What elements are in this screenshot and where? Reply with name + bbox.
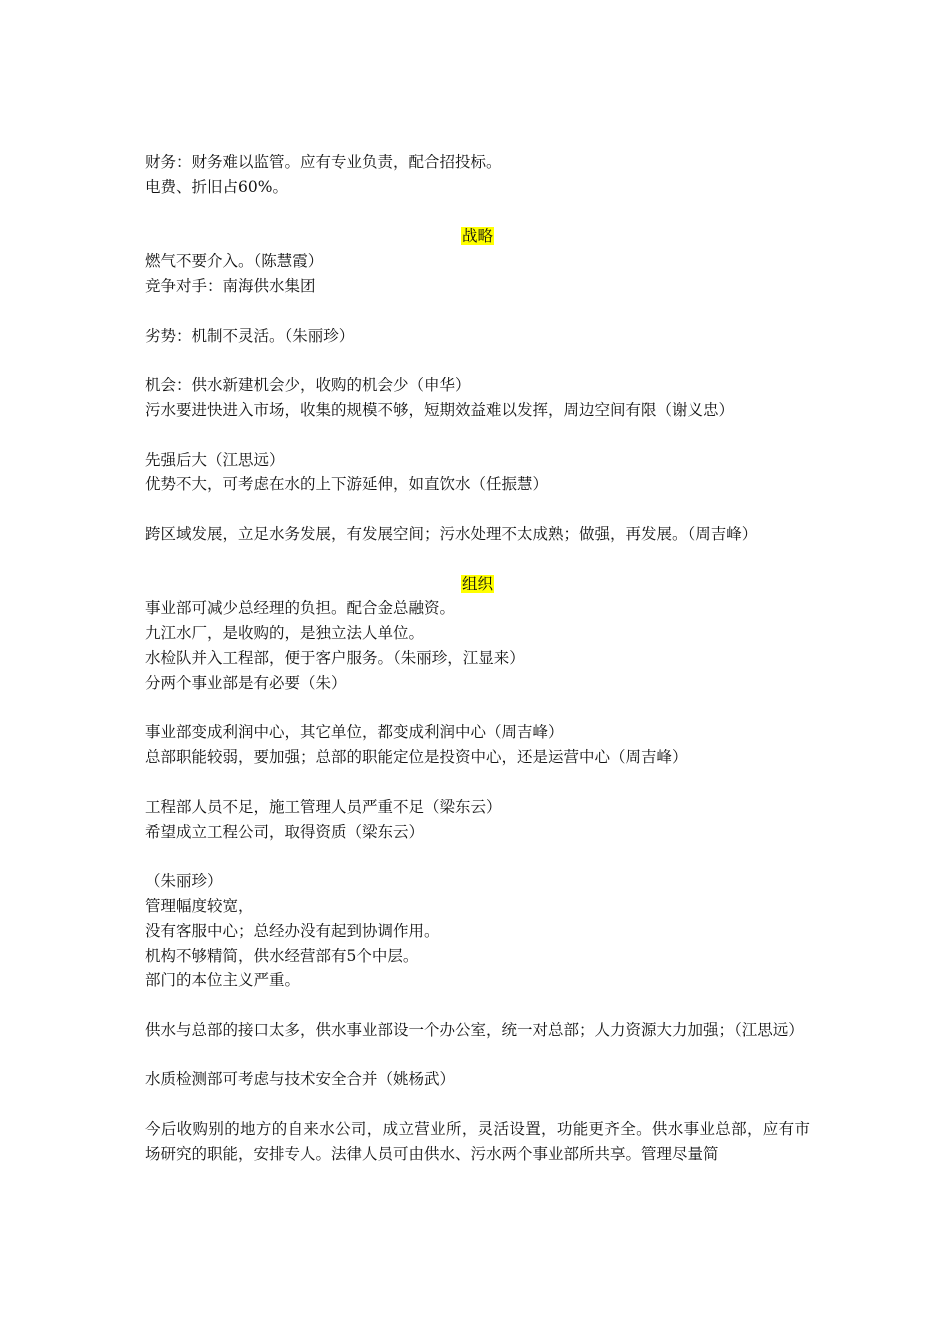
spacer bbox=[145, 423, 810, 448]
spacer bbox=[145, 200, 810, 225]
strategy-line: 劣势：机制不灵活。（朱丽珍） bbox=[145, 326, 355, 345]
spacer bbox=[145, 844, 810, 869]
spacer bbox=[145, 299, 810, 324]
spacer bbox=[145, 547, 810, 572]
organization-line: 水质检测部可考虑与技术安全合并（姚杨武） bbox=[145, 1070, 456, 1089]
organization-line: 总部职能较弱，要加强；总部的职能定位是投资中心，还是运营中心（周吉峰） bbox=[145, 748, 688, 767]
organization-line: 没有客服中心；总经办没有起到协调作用。 bbox=[145, 921, 440, 940]
organization-line: 九江水厂，是收购的，是独立法人单位。 bbox=[145, 624, 425, 643]
organization-line: 事业部变成利润中心，其它单位，都变成利润中心（周吉峰） bbox=[145, 723, 564, 742]
spacer bbox=[145, 993, 810, 1018]
spacer bbox=[145, 497, 810, 522]
organization-line: 部门的本位主义严重。 bbox=[145, 971, 301, 990]
strategy-line: 燃气不要介入。（陈慧霞） bbox=[145, 252, 324, 271]
strategy-line: 竞争对手：南海供水集团 bbox=[145, 276, 316, 295]
strategy-line: 污水要进快进入市场，收集的规模不够，短期效益难以发挥，周边空间有限（谢义忠） bbox=[145, 400, 735, 419]
spacer bbox=[145, 348, 810, 373]
strategy-heading bbox=[145, 224, 810, 249]
strategy-paragraph: 跨区域发展，立足水务发展，有发展空间；污水处理不太成熟；做强，再发展。（周吉峰） bbox=[145, 524, 758, 543]
organization-line: 分两个事业部是有必要（朱） bbox=[145, 673, 347, 692]
organization-paragraph: 供水与总部的接口太多，供水事业部设一个办公室，统一对总部；人力资源大力加强；（江思远） bbox=[145, 1020, 804, 1039]
organization-line: 工程部人员不足，施工管理人员严重不足（梁东云） bbox=[145, 797, 502, 816]
organization-paragraph: 今后收购别的地方的自来水公司，成立营业所，灵活设置，功能更齐全。供水事业总部，应有市场研究的职能，安排专人。法律人员可由供水、污水两个事业部所共享。管理尽量简 bbox=[145, 1120, 810, 1163]
organization-line: 机构不够精简，供水经营部有5个中层。 bbox=[145, 946, 419, 965]
strategy-line: 机会：供水新建机会少，收购的机会少（申华） bbox=[145, 376, 471, 395]
spacer bbox=[145, 770, 810, 795]
organization-line: 事业部可减少总经理的负担。配合金总融资。 bbox=[145, 599, 456, 618]
organization-line: 水检队并入工程部，便于客户服务。（朱丽珍，江显来） bbox=[145, 648, 525, 667]
organization-line: （朱丽珍） bbox=[145, 872, 223, 891]
organization-heading-text: 组织 bbox=[461, 574, 493, 593]
organization-line: 希望成立工程公司，取得资质（梁东云） bbox=[145, 822, 425, 841]
organization-heading bbox=[145, 572, 810, 597]
strategy-heading-text: 战略 bbox=[461, 227, 493, 246]
strategy-line: 优势不大，可考虑在水的上下游延伸，如直饮水（任振慧） bbox=[145, 475, 549, 494]
spacer bbox=[145, 1092, 810, 1117]
organization-line: 管理幅度较宽， bbox=[145, 896, 254, 915]
strategy-line: 先强后大（江思远） bbox=[145, 450, 285, 469]
finance-line: 电费、折旧占60%。 bbox=[145, 177, 288, 196]
finance-line: 财务：财务难以监管。应有专业负责，配合招投标。 bbox=[145, 153, 502, 171]
spacer bbox=[145, 1043, 810, 1068]
spacer bbox=[145, 696, 810, 721]
document-body bbox=[145, 150, 810, 1167]
